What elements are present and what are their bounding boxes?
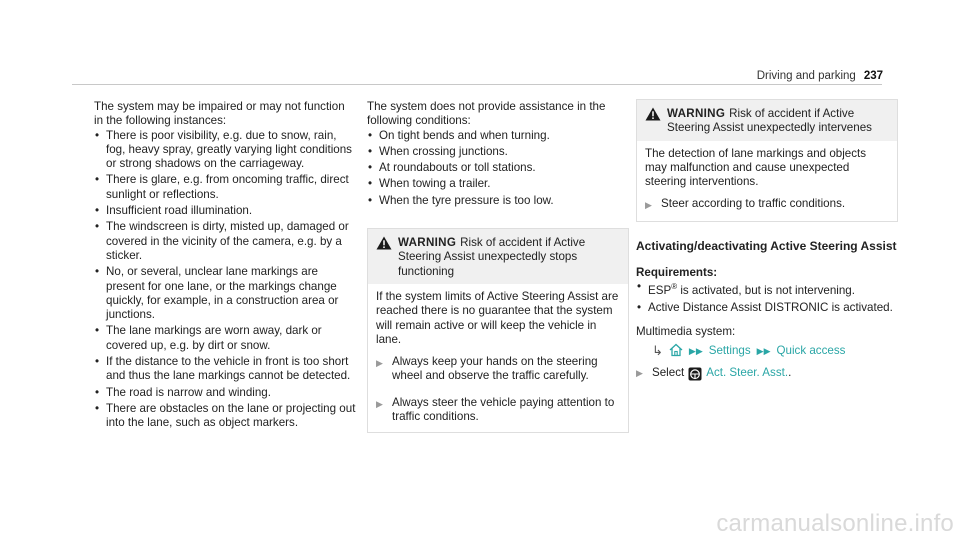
list-item: • There are obstacles on the lane or projecting out into the lane, such as object markers.: [94, 402, 356, 431]
list-item: • On tight bends and when turning.: [367, 129, 629, 143]
col1-list: [94, 129, 356, 431]
list-item: • No, or several, unclear lane markings are present for one lane, or the markings change quickly, for example, in a construction area or junctions.: [94, 265, 356, 322]
column-3: [636, 99, 898, 381]
warning-label: WARNING: [667, 107, 726, 120]
select-label: Select: [652, 366, 685, 380]
watermark: carmanualsonline.info: [716, 509, 954, 537]
page-number: 237: [863, 70, 883, 82]
header-rule: [72, 84, 882, 85]
play-arrow-icon: ▶: [376, 358, 383, 369]
list-item: • There is glare, e.g. from oncoming traffic, direct sunlight or reflections.: [94, 173, 356, 202]
warning-title: Risk of accident if Active Steering Assist unexpectedly intervenes: [667, 107, 872, 135]
step-text: Always keep your hands on the steering wheel and observe the traffic carefully.: [392, 355, 598, 383]
list-item: • The road is narrow and winding.: [94, 386, 356, 400]
list-item: • The windscreen is dirty, misted up, damaged or covered in the vicinity of the camera, e.g. by a sticker.: [94, 220, 356, 263]
warning-box: [636, 99, 898, 222]
section-title: Activating/deactivating Active Steering Assist: [636, 238, 897, 253]
double-chevron-icon: ▶▶: [688, 346, 703, 357]
column-2: [367, 100, 629, 433]
list-item: • When towing a trailer.: [367, 177, 629, 191]
list-item: • When the tyre pressure is too low.: [367, 194, 629, 208]
list-item: • Active Distance Assist DISTRONIC is activated.: [636, 301, 898, 315]
list-item: • When crossing junctions.: [367, 145, 629, 159]
quick-access-link[interactable]: Quick access: [776, 344, 846, 358]
warning-text: The detection of lane markings and objects may malfunction and cause unexpected steering interventions.: [645, 146, 867, 189]
list-item: • At roundabouts or toll stations.: [367, 161, 629, 175]
select-step: ▶ Select Act. Steer. Asst. .: [636, 366, 792, 380]
instruction-step: [376, 355, 620, 384]
col2-intro: The system does not provide assistance in the following conditions:: [367, 100, 606, 128]
step-text: Always steer the vehicle paying attention to traffic conditions.: [392, 395, 615, 424]
menu-path: [636, 343, 898, 359]
page-header: [757, 69, 883, 83]
step-text: Steer according to traffic conditions.: [661, 197, 846, 211]
settings-link[interactable]: Settings: [708, 344, 751, 358]
section-name: Driving and parking: [756, 70, 856, 82]
warning-label: WARNING: [398, 236, 457, 250]
warning-text: If the system limits of Active Steering Assist are reached there is no guarantee that the system will remain active or will keep the vehicle in lane.: [376, 289, 619, 346]
warning-triangle-icon: [376, 236, 394, 279]
esp-rest: is activated, but is not intervening.: [677, 284, 855, 298]
multimedia-label: Multimedia system:: [636, 324, 736, 338]
warning-body: [368, 284, 628, 432]
col1-intro: The system may be impaired or may not function in the following instances:: [94, 100, 345, 128]
hook-arrow-icon: ↳: [652, 343, 663, 359]
list-item: • If the distance to the vehicle in front is too short and thus the lane markings cannot be detected.: [94, 355, 356, 384]
home-icon[interactable]: [669, 343, 683, 359]
requirements-list: [636, 280, 898, 314]
instruction-step: [376, 396, 620, 425]
warning-triangle-icon: [645, 107, 663, 136]
steering-wheel-icon: [688, 367, 702, 381]
warning-header: [637, 100, 897, 141]
play-arrow-icon: ▶: [376, 398, 383, 409]
warning-header: [368, 229, 628, 284]
list-item: • There is poor visibility, e.g. due to snow, rain, fog, heavy spray, greatly varying light conditions or strong shadows on the carriageway.: [94, 129, 356, 172]
play-arrow-icon: ▶: [636, 368, 643, 379]
col2-list: [367, 129, 629, 208]
column-1: [94, 100, 356, 433]
double-chevron-icon: ▶▶: [756, 346, 771, 357]
warning-body: [637, 141, 897, 221]
warning-box: [367, 228, 629, 433]
list-item: [636, 280, 898, 298]
play-arrow-icon: ▶: [645, 200, 652, 211]
registered-mark: ®: [671, 282, 678, 292]
list-item: • Insufficient road illumination.: [94, 204, 356, 218]
esp-label: ESP: [648, 284, 672, 298]
act-steer-asst-option[interactable]: Act. Steer. Asst.: [706, 366, 789, 380]
warning-title: Risk of accident if Active Steering Assist unexpectedly stops functioning: [398, 236, 586, 278]
requirements-title: Requirements:: [636, 266, 718, 280]
instruction-step: [645, 197, 889, 212]
list-item: • The lane markings are worn away, dark or covered up, e.g. by dirt or snow.: [94, 324, 356, 353]
